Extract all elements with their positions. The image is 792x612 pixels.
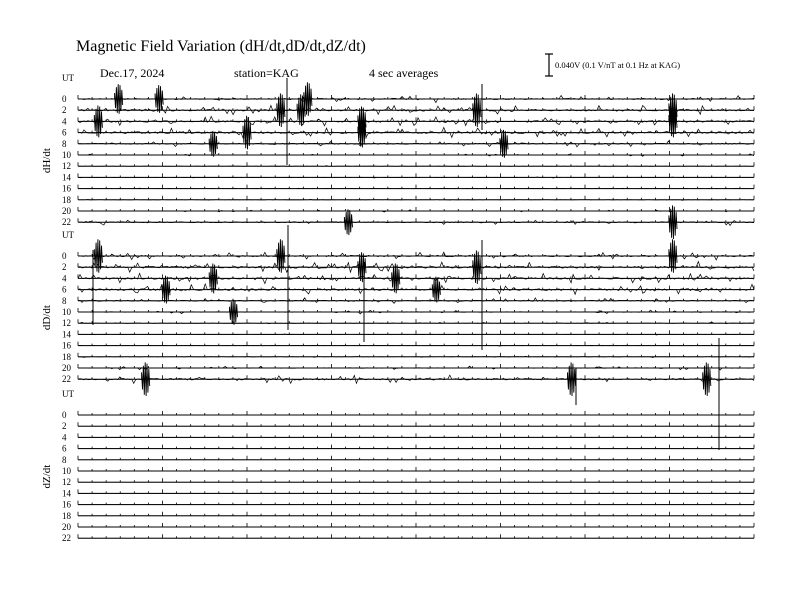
signal-event [567, 362, 575, 396]
hour-label: 12 [62, 161, 71, 172]
hour-label: 8 [62, 138, 67, 149]
hour-label: 22 [62, 217, 71, 228]
hour-label: 14 [62, 488, 71, 499]
hour-label: 22 [62, 533, 71, 544]
hour-label: 18 [62, 510, 71, 521]
hour-label: 20 [62, 522, 71, 532]
hour-label: 22 [62, 374, 71, 385]
signal-event [500, 130, 508, 158]
scale-bar-label: 0.040V (0.1 V/nT at 0.1 Hz at KAG) [555, 60, 681, 70]
hour-label: 14 [62, 329, 71, 340]
hour-label: 4 [62, 432, 67, 443]
hour-label: 0 [62, 251, 67, 261]
hour-label: 18 [62, 351, 71, 362]
signal-event [162, 276, 170, 304]
hour-label: 6 [62, 127, 67, 138]
hour-label: 16 [62, 183, 71, 194]
averaging-label: 4 sec averages [369, 66, 439, 80]
chart-title: Magnetic Field Variation (dH/dt,dD/dt,dZ/dt) [76, 38, 366, 55]
ut-label: UT [62, 230, 74, 240]
hour-label: 20 [62, 206, 71, 216]
signal-event [209, 131, 217, 157]
trace-signal [78, 284, 754, 294]
hour-label: 16 [62, 499, 71, 510]
hour-label: 18 [62, 194, 71, 205]
hour-label: 12 [62, 318, 71, 329]
hour-label: 6 [62, 443, 67, 454]
hour-label: 4 [62, 116, 67, 127]
hour-label: 10 [62, 150, 71, 160]
hour-label: 4 [62, 273, 67, 284]
signal-event [115, 84, 123, 114]
signal-event [94, 239, 102, 273]
hour-label: 16 [62, 340, 71, 351]
panel-ylabel: dH/dt [41, 148, 53, 174]
signal-event [669, 205, 677, 239]
signal-event [703, 362, 711, 396]
hour-label: 2 [62, 105, 67, 116]
ut-label: UT [62, 73, 74, 83]
hour-label: 20 [62, 363, 71, 373]
hour-label: 8 [62, 295, 67, 306]
hour-label: 6 [62, 284, 67, 295]
panel-ylabel: dD/dt [41, 305, 53, 331]
hour-label: 2 [62, 421, 67, 432]
signal-event [155, 85, 163, 113]
signal-event [432, 277, 440, 303]
panel-ylabel: dZ/dt [41, 464, 53, 489]
hour-label: 14 [62, 172, 71, 183]
signal-event [229, 299, 237, 325]
hour-label: 0 [62, 410, 67, 420]
hour-label: 10 [62, 307, 71, 317]
hour-label: 8 [62, 454, 67, 465]
station-label: station=KAG [234, 66, 299, 80]
ut-label: UT [62, 389, 74, 399]
date-label: Dec.17, 2024 [100, 66, 165, 80]
hour-label: 10 [62, 466, 71, 476]
hour-label: 2 [62, 262, 67, 273]
hour-label: 12 [62, 477, 71, 488]
signal-event [344, 209, 352, 235]
hour-label: 0 [62, 94, 67, 104]
